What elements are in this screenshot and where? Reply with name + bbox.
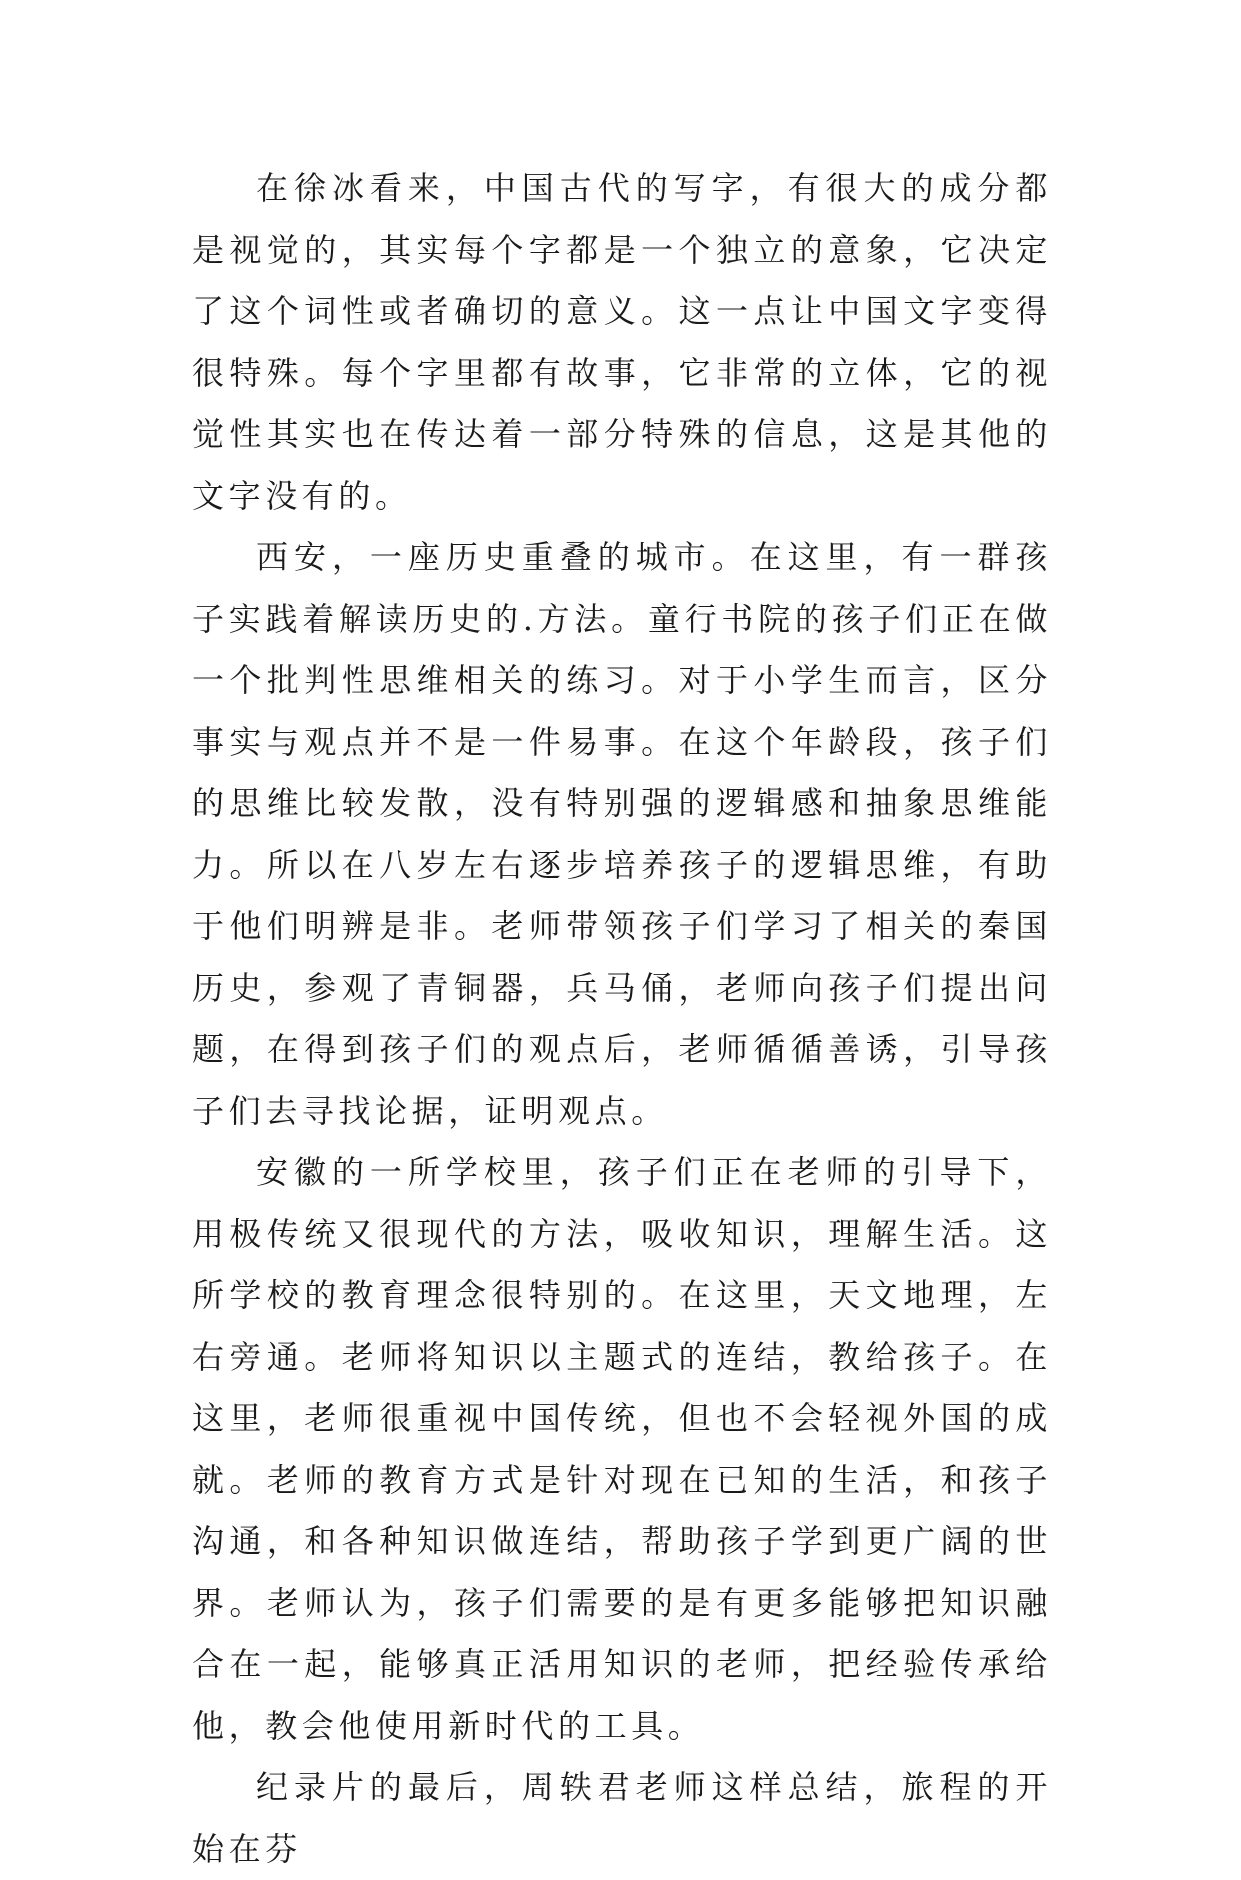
paragraph-anhui: 安徽的一所学校里，孩子们正在老师的引导下，用极传统又很现代的方法，吸收知识，理解生活。这所学校的教育理念很特别的。在这里，天文地理，左右旁通。老师将知识以主题式的连结，教给孩子。在这里，老师很重视中国传统，但也不会轻视外国的成就。老师的教育方式是针对现在已知的生活，和孩子沟通，和各种知识做连结，帮助孩子学到更广阔的世界。老师认为，孩子们需要的是有更多能够把知识融合在一起，能够真正活用知识的老师，把经验传承给他，教会他使用新时代的工具。: [192, 1153, 1052, 1745]
document-body: [192, 158, 1052, 1880]
paragraph-xian: 西安，一座历史重叠的城市。在这里，有一群孩子实践着解读历史的.方法。童行书院的孩子们正在做一个批判性思维相关的练习。对于小学生而言，区分事实与观点并不是一件易事。在这个年龄段，孩子们的思维比较发散，没有特别强的逻辑感和抽象思维能力。所以在八岁左右逐步培养孩子的逻辑思维，有助于他们明辨是非。老师带领孩子们学习了相关的秦国历史，参观了青铜器，兵马俑，老师向孩子们提出问题，在得到孩子们的观点后，老师循循善诱，引导孩子们去寻找论据，证明观点。: [192, 538, 1052, 1130]
paragraph-xu-bing: 在徐冰看来，中国古代的写字，有很大的成分都是视觉的，其实每个字都是一个独立的意象，它决定了这个词性或者确切的意义。这一点让中国文字变得很特殊。每个字里都有故事，它非常的立体，它的视觉性其实也在传达着一部分特殊的信息，这是其他的文字没有的。: [192, 169, 1052, 515]
paragraph-documentary-end: 纪录片的最后，周轶君老师这样总结，旅程的开始在芬: [192, 1768, 1052, 1868]
